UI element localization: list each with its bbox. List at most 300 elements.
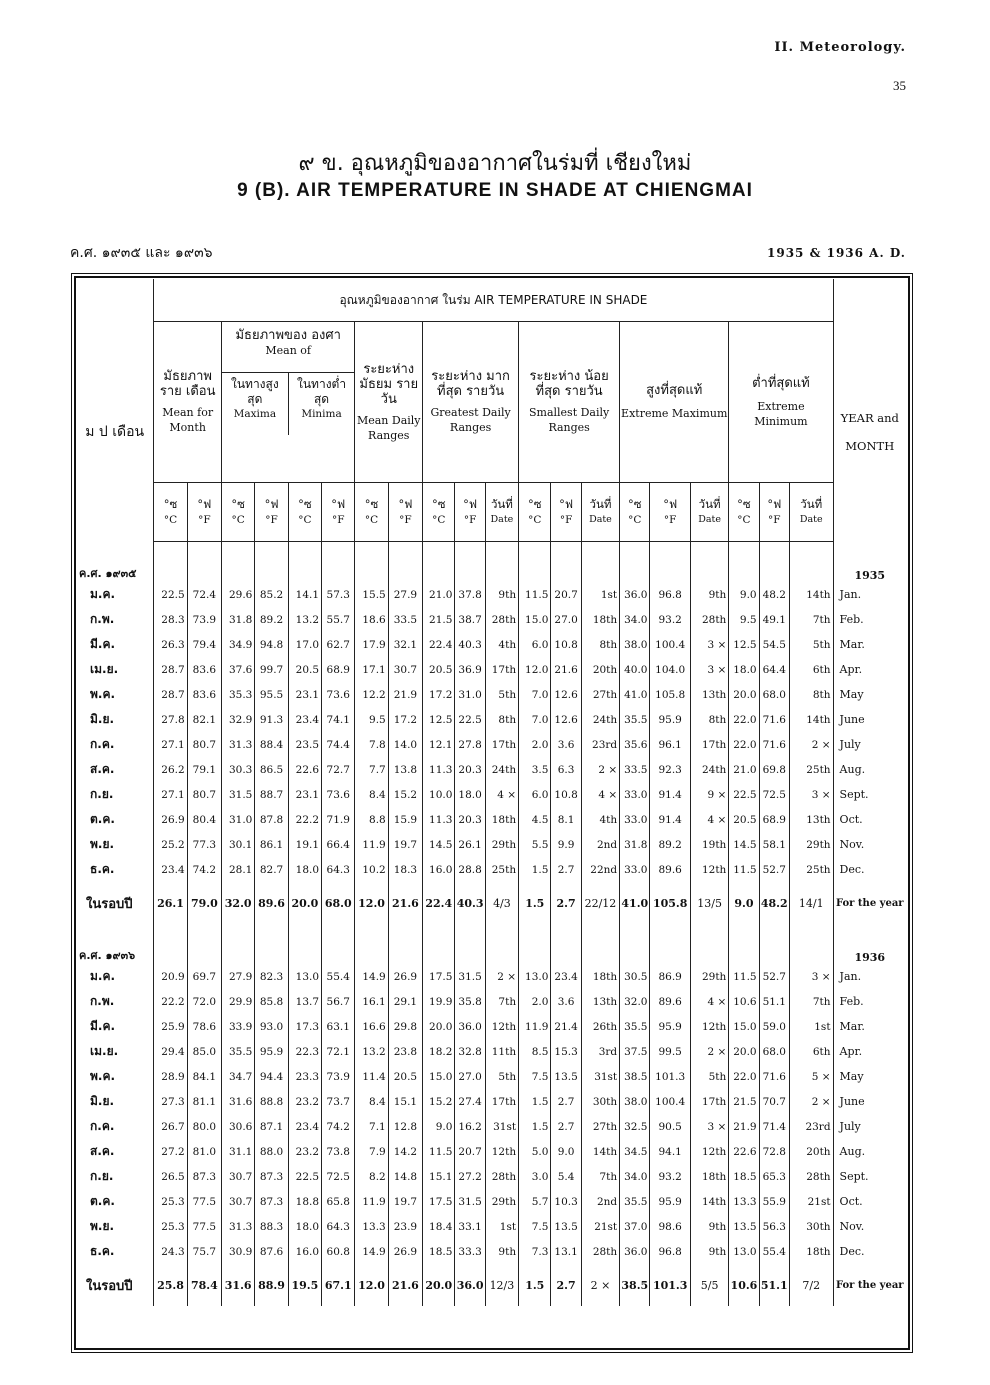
month-th: ก.พ.	[90, 994, 115, 1008]
month-en: May	[833, 682, 906, 707]
year-label-th: ค.ศ. ๑๙๓๕	[79, 567, 137, 580]
data-cell: 3.6	[551, 989, 581, 1014]
data-cell: 12.5	[729, 632, 759, 657]
data-cell: 35.5	[620, 1189, 650, 1214]
unit-f	[759, 483, 789, 542]
data-cell: 17.2	[388, 707, 422, 732]
annual-cell: 13/5	[690, 882, 728, 924]
annual-label-th: ในรอบปี	[86, 1278, 133, 1294]
data-cell: 4 ×	[485, 782, 518, 807]
data-cell: 36.0	[620, 582, 650, 607]
unit-f-th: °ฟ	[559, 497, 574, 511]
data-cell: 7.3	[519, 1239, 551, 1264]
data-cell: 48.2	[759, 582, 789, 607]
unit-f	[388, 483, 422, 542]
month-th: เม.ย.	[90, 1044, 119, 1058]
group-header: อุณหภูมิของอากาศ ในร่ม AIR TEMPERATURE IN SHADE	[154, 279, 833, 322]
col-extmax-en: Extreme Maximum	[621, 407, 728, 420]
data-cell: 99.5	[650, 1039, 690, 1064]
data-cell: 16.0	[288, 1239, 321, 1264]
table-row	[76, 1239, 906, 1264]
blank-cell	[187, 924, 221, 964]
data-cell: 12.5	[423, 707, 455, 732]
data-cell: 17.5	[423, 964, 455, 989]
data-cell: 29th	[485, 1189, 518, 1214]
data-cell: 91.3	[255, 707, 288, 732]
data-cell: 28th	[485, 607, 518, 632]
blank-cell	[255, 542, 288, 583]
data-cell: 27.9	[388, 582, 422, 607]
title-thai: ๙ ข. อุณหภูมิของอากาศในร่มที่ เชียงใหม่	[298, 151, 692, 176]
data-cell: 8th	[485, 707, 518, 732]
annual-cell: 41.0	[620, 882, 650, 924]
data-cell: 37.0	[620, 1214, 650, 1239]
data-cell: 88.3	[255, 1214, 288, 1239]
data-cell: 1.5	[519, 1114, 551, 1139]
annual-cell: 2.7	[551, 1264, 581, 1306]
month-th: มี.ค.	[90, 1019, 116, 1033]
year-label-en: 1935	[833, 542, 906, 583]
data-cell: 7th	[485, 989, 518, 1014]
col-smallest-en: Smallest Daily Ranges	[528, 406, 610, 434]
data-cell: 12th	[485, 1139, 518, 1164]
data-cell: 13.5	[729, 1214, 759, 1239]
table-row	[76, 857, 906, 882]
data-cell: 23.1	[288, 682, 321, 707]
unit-f-en: °F	[399, 514, 412, 526]
table-row	[76, 807, 906, 832]
data-cell: 25.2	[154, 832, 187, 857]
data-cell: 77.5	[187, 1189, 221, 1214]
data-cell: 15.1	[388, 1089, 422, 1114]
data-cell: 18.2	[423, 1039, 455, 1064]
unit-date-th: วันที่	[589, 497, 612, 511]
unit-f	[322, 483, 355, 542]
data-cell: 13th	[581, 989, 619, 1014]
col-minima-th: ในทางต่ำ สุด	[296, 377, 347, 406]
data-cell: 30.7	[222, 1164, 255, 1189]
data-cell: 26.2	[154, 757, 187, 782]
data-cell: 9.9	[551, 832, 581, 857]
data-cell: 14.1	[288, 582, 321, 607]
annual-cell: 22/12	[581, 882, 619, 924]
blank-cell	[485, 542, 518, 583]
data-cell: 27th	[581, 1114, 619, 1139]
data-cell: 25th	[485, 857, 518, 882]
col-month-header: ม ป เดือน	[85, 423, 145, 440]
data-cell: 5.4	[551, 1164, 581, 1189]
year-label-en: 1936	[833, 924, 906, 964]
data-cell: 20.5	[729, 807, 759, 832]
data-cell: 24th	[581, 707, 619, 732]
data-cell: 72.4	[187, 582, 221, 607]
unit-f-en: °F	[559, 514, 573, 526]
data-cell: 19th	[690, 832, 728, 857]
annual-cell: 67.1	[322, 1264, 355, 1306]
data-cell: 21.5	[423, 607, 455, 632]
data-cell: 16.0	[423, 857, 455, 882]
data-cell: 17.0	[288, 632, 321, 657]
annual-cell: 9.0	[729, 882, 759, 924]
blank-cell	[455, 924, 485, 964]
data-cell: 36.0	[455, 1014, 485, 1039]
data-cell: 11.9	[355, 832, 388, 857]
data-cell: 58.1	[759, 832, 789, 857]
unit-c	[355, 483, 388, 542]
data-cell: 18.0	[288, 1214, 321, 1239]
annual-cell: 51.1	[759, 1264, 789, 1306]
data-cell: 7.5	[519, 1064, 551, 1089]
month-en: Jan.	[833, 582, 906, 607]
blank-cell	[455, 542, 485, 583]
data-cell: 23.3	[288, 1064, 321, 1089]
month-th: ธ.ค.	[90, 862, 115, 876]
unit-c-en: °C	[298, 514, 312, 526]
data-cell: 12.6	[551, 707, 581, 732]
month-th: พ.ย.	[90, 837, 115, 851]
data-cell: 26.3	[154, 632, 187, 657]
unit-c-th: °ซ	[737, 497, 751, 511]
data-cell: 10.3	[551, 1189, 581, 1214]
data-cell: 23.9	[388, 1214, 422, 1239]
data-cell: 29.6	[222, 582, 255, 607]
annual-cell: 31.6	[222, 1264, 255, 1306]
data-cell: 2.0	[519, 732, 551, 757]
annual-cell: 20.0	[423, 1264, 455, 1306]
data-cell: 94.8	[255, 632, 288, 657]
data-cell: 22nd	[581, 857, 619, 882]
data-cell: 22.2	[288, 807, 321, 832]
data-cell: 8.4	[355, 1089, 388, 1114]
data-cell: 87.3	[187, 1164, 221, 1189]
data-cell: 11.3	[423, 757, 455, 782]
month-en: Apr.	[833, 1039, 906, 1064]
data-cell: 5th	[789, 632, 833, 657]
month-th: มี.ค.	[90, 637, 116, 651]
data-cell: 21st	[581, 1214, 619, 1239]
col-greatest-th: ระยะห่าง มากที่สุด รายวัน	[431, 369, 510, 399]
data-cell: 32.5	[620, 1114, 650, 1139]
data-cell: 2.0	[519, 989, 551, 1014]
data-cell: 73.9	[322, 1064, 355, 1089]
blank-cell	[759, 924, 789, 964]
month-th: ก.ค.	[90, 1119, 115, 1133]
month-en: Nov.	[833, 1214, 906, 1239]
data-cell: 72.7	[322, 757, 355, 782]
table-row	[76, 582, 906, 607]
data-cell: 14th	[690, 1189, 728, 1214]
month-en: Feb.	[833, 989, 906, 1014]
month-en: Sept.	[833, 1164, 906, 1189]
data-cell: 5th	[690, 1064, 728, 1089]
data-cell: 31.8	[222, 607, 255, 632]
data-cell: 71.6	[759, 732, 789, 757]
unit-f-th: °ฟ	[264, 497, 279, 511]
annual-cell: 38.5	[620, 1264, 650, 1306]
month-th: ก.ย.	[90, 1169, 114, 1183]
data-cell: 15.9	[388, 807, 422, 832]
blank-cell	[650, 542, 690, 583]
data-cell: 71.6	[759, 707, 789, 732]
data-cell: 86.9	[650, 964, 690, 989]
data-cell: 22.0	[729, 707, 759, 732]
data-cell: 3 ×	[789, 964, 833, 989]
data-cell: 31.5	[222, 782, 255, 807]
month-th: ส.ค.	[90, 1144, 115, 1158]
data-cell: 7.1	[355, 1114, 388, 1139]
data-cell: 8.8	[355, 807, 388, 832]
table-row	[76, 1014, 906, 1039]
data-cell: 82.1	[187, 707, 221, 732]
data-cell: 18.6	[355, 607, 388, 632]
data-cell: 6th	[789, 657, 833, 682]
annual-cell: 68.0	[322, 882, 355, 924]
data-cell: 9th	[690, 1239, 728, 1264]
data-cell: 31st	[485, 1114, 518, 1139]
blank-cell	[485, 924, 518, 964]
data-cell: 18.5	[729, 1164, 759, 1189]
month-th: พ.ค.	[90, 1069, 116, 1083]
table-row	[76, 1139, 906, 1164]
data-cell: 29.9	[222, 989, 255, 1014]
blank-cell	[551, 542, 581, 583]
data-cell: 5 ×	[789, 1064, 833, 1089]
data-cell: 38.5	[620, 1064, 650, 1089]
unit-f-en: °F	[198, 514, 211, 526]
data-cell: 34.0	[620, 607, 650, 632]
data-cell: 17.9	[355, 632, 388, 657]
blank-cell	[355, 924, 388, 964]
data-cell: 7.9	[355, 1139, 388, 1164]
data-cell: 63.1	[322, 1014, 355, 1039]
unit-f-en: °F	[463, 514, 477, 526]
data-cell: 26.9	[388, 964, 422, 989]
annual-cell: 1.5	[519, 882, 551, 924]
data-cell: 65.3	[759, 1164, 789, 1189]
month-en: June	[833, 1089, 906, 1114]
blank-cell	[322, 542, 355, 583]
data-cell: 8th	[789, 682, 833, 707]
data-cell: 7th	[581, 1164, 619, 1189]
data-cell: 35.5	[620, 707, 650, 732]
data-cell: 95.9	[650, 1189, 690, 1214]
data-cell: 20.0	[423, 1014, 455, 1039]
data-cell: 9.0	[551, 1139, 581, 1164]
data-cell: 20.0	[729, 1039, 759, 1064]
data-cell: 20.5	[288, 657, 321, 682]
unit-f	[551, 483, 581, 542]
data-cell: 20.9	[154, 964, 187, 989]
unit-c-th: °ซ	[163, 497, 178, 511]
blank-cell	[423, 924, 455, 964]
data-cell: 91.4	[650, 807, 690, 832]
month-en: Mar.	[833, 632, 906, 657]
data-cell: 17th	[485, 657, 518, 682]
data-cell: 27.1	[154, 782, 187, 807]
blank-cell	[620, 542, 650, 583]
data-cell: 95.9	[650, 1014, 690, 1039]
data-cell: 89.2	[255, 607, 288, 632]
unit-f-en: °F	[331, 514, 345, 526]
unit-c-en: °C	[364, 514, 379, 526]
data-cell: 5.0	[519, 1139, 551, 1164]
data-cell: 15.0	[519, 607, 551, 632]
month-en: Jan.	[833, 964, 906, 989]
blank-cell	[154, 924, 187, 964]
month-th: ส.ค.	[90, 762, 115, 776]
data-cell: 96.8	[650, 1239, 690, 1264]
data-cell: 11.5	[729, 857, 759, 882]
month-th: เม.ย.	[90, 662, 119, 676]
data-cell: 27.8	[455, 732, 485, 757]
table-row	[76, 757, 906, 782]
annual-label-en: For the year	[833, 1264, 906, 1306]
data-cell: 2.7	[551, 1114, 581, 1139]
data-cell: 82.3	[255, 964, 288, 989]
data-cell: 73.7	[322, 1089, 355, 1114]
data-cell: 22.3	[288, 1039, 321, 1064]
data-cell: 30th	[789, 1214, 833, 1239]
data-cell: 6.0	[519, 782, 551, 807]
blank-cell	[620, 924, 650, 964]
data-cell: 9 ×	[690, 782, 728, 807]
col-extmin-en: Extreme Minimum	[754, 399, 808, 428]
data-cell: 34.7	[222, 1064, 255, 1089]
data-cell: 80.0	[187, 1114, 221, 1139]
data-cell: 27.1	[154, 732, 187, 757]
annual-total-row	[76, 1264, 906, 1306]
month-th: ม.ค.	[90, 969, 116, 983]
col-minima-en: Minima	[301, 408, 342, 420]
data-cell: 70.7	[759, 1089, 789, 1114]
data-cell: 40.0	[620, 657, 650, 682]
data-cell: 26.1	[455, 832, 485, 857]
table-row	[76, 632, 906, 657]
data-cell: 27.2	[455, 1164, 485, 1189]
data-cell: 27.3	[154, 1089, 187, 1114]
data-cell: 92.3	[650, 757, 690, 782]
table-row	[76, 1114, 906, 1139]
table-row	[76, 1039, 906, 1064]
data-cell: 18th	[581, 964, 619, 989]
data-cell: 5.7	[519, 1189, 551, 1214]
unit-f	[187, 483, 221, 542]
unit-f-en: °F	[663, 514, 677, 526]
data-cell: 21.0	[729, 757, 759, 782]
data-cell: 9.5	[355, 707, 388, 732]
data-cell: 25.3	[154, 1189, 187, 1214]
data-cell: 31.0	[222, 807, 255, 832]
data-cell: 87.1	[255, 1114, 288, 1139]
data-cell: 87.6	[255, 1239, 288, 1264]
data-cell: 8th	[581, 632, 619, 657]
data-cell: 28th	[690, 607, 728, 632]
data-cell: 62.7	[322, 632, 355, 657]
data-cell: 11.5	[729, 964, 759, 989]
data-cell: 4th	[485, 632, 518, 657]
data-cell: 2 ×	[789, 732, 833, 757]
data-cell: 35.5	[222, 1039, 255, 1064]
unit-c	[729, 483, 759, 542]
month-en: May	[833, 1064, 906, 1089]
annual-cell: 1.5	[519, 1264, 551, 1306]
data-cell: 13.7	[288, 989, 321, 1014]
data-cell: 28th	[485, 1164, 518, 1189]
blank-cell	[222, 924, 255, 964]
data-cell: 36.9	[455, 657, 485, 682]
data-cell: 10.8	[551, 632, 581, 657]
data-cell: 15.5	[355, 582, 388, 607]
table-row	[76, 657, 906, 682]
data-cell: 15.1	[423, 1164, 455, 1189]
data-cell: 31.1	[222, 1139, 255, 1164]
data-cell: 31st	[581, 1064, 619, 1089]
data-cell: 101.3	[650, 1064, 690, 1089]
unit-c-en: °C	[163, 514, 178, 526]
data-cell: 86.5	[255, 757, 288, 782]
data-cell: 23.2	[288, 1139, 321, 1164]
annual-cell: 19.5	[288, 1264, 321, 1306]
data-cell: 14th	[789, 707, 833, 732]
data-cell: 33.0	[620, 807, 650, 832]
unit-c-th: °ซ	[431, 497, 446, 511]
data-cell: 4 ×	[690, 807, 728, 832]
month-th: ก.ค.	[90, 737, 115, 751]
unit-c	[222, 483, 255, 542]
unit-c	[154, 483, 187, 542]
unit-f-th: °ฟ	[331, 497, 346, 511]
data-cell: 20.7	[455, 1139, 485, 1164]
data-cell: 14.8	[388, 1164, 422, 1189]
data-cell: 13.5	[551, 1064, 581, 1089]
data-cell: 28.1	[222, 857, 255, 882]
data-cell: 6th	[789, 1039, 833, 1064]
blank-cell	[288, 924, 321, 964]
data-cell: 28.3	[154, 607, 187, 632]
data-cell: 72.5	[322, 1164, 355, 1189]
data-cell: 9.0	[423, 1114, 455, 1139]
col-meanof-th: มัธยภาพของ องศา	[235, 328, 341, 343]
data-cell: 22.4	[423, 632, 455, 657]
data-cell: 5th	[485, 1064, 518, 1089]
data-cell: 7.0	[519, 707, 551, 732]
blank-cell	[729, 924, 759, 964]
blank-cell	[690, 542, 728, 583]
data-cell: 56.3	[759, 1214, 789, 1239]
data-cell: 87.3	[255, 1164, 288, 1189]
data-cell: 89.6	[650, 857, 690, 882]
data-cell: 28.9	[154, 1064, 187, 1089]
data-cell: 80.4	[187, 807, 221, 832]
data-cell: 105.8	[650, 682, 690, 707]
month-en: Aug.	[833, 1139, 906, 1164]
data-cell: 29.4	[154, 1039, 187, 1064]
data-cell: 6.3	[551, 757, 581, 782]
data-cell: 3 ×	[690, 1114, 728, 1139]
data-cell: 20.7	[551, 582, 581, 607]
blank-cell	[759, 542, 789, 583]
table-row	[76, 1089, 906, 1114]
section-header: II. Meteorology.	[774, 40, 906, 55]
data-cell: 79.1	[187, 757, 221, 782]
unit-f	[255, 483, 288, 542]
blank-cell	[388, 542, 422, 583]
data-cell: 21st	[789, 1189, 833, 1214]
data-cell: 9th	[690, 582, 728, 607]
col-year-header: YEAR and MONTH	[833, 322, 906, 542]
data-cell: 99.7	[255, 657, 288, 682]
data-cell: 68.9	[322, 657, 355, 682]
